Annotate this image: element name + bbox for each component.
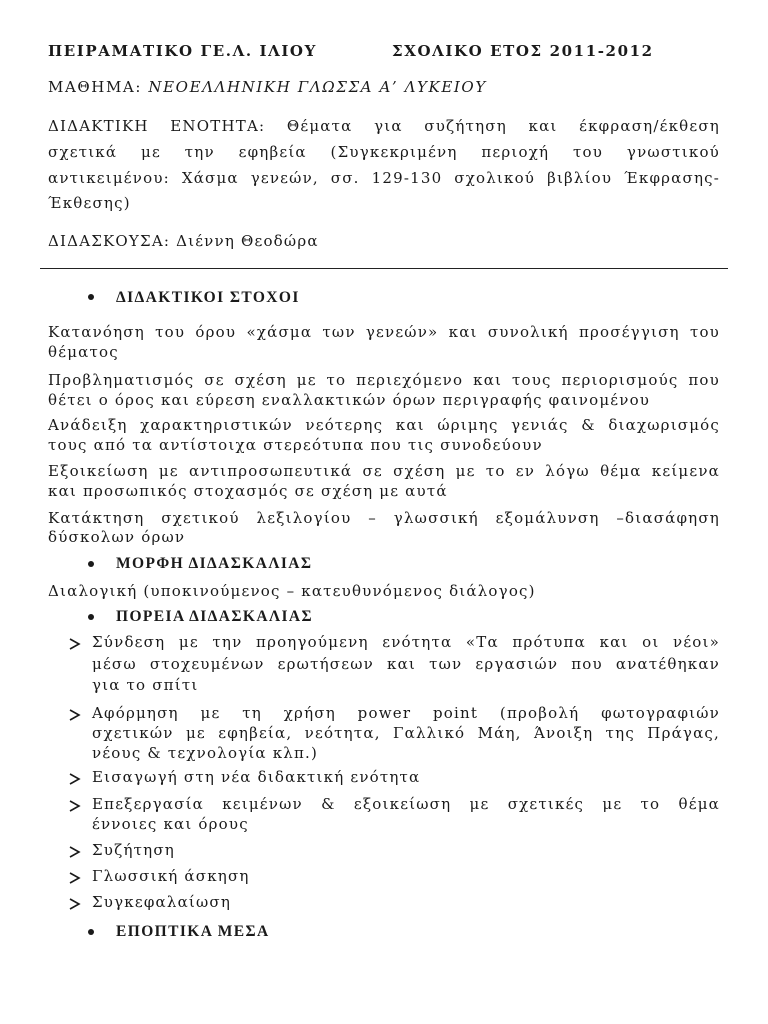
course-2-line-3: νέους & τεχνολογία κλπ.) — [92, 744, 319, 762]
form-heading: ΜΟΡΦΗ ΔΙΔΑΣΚΑΛΙΑΣ — [116, 555, 313, 572]
form-text: Διαλογική (υποκινούμενος – κατευθυνόμενος διάλογος) — [48, 582, 536, 600]
arrow-bullet-icon — [68, 845, 82, 859]
bullet-icon — [88, 561, 94, 567]
goal-1-line-2: θέματος — [48, 343, 119, 361]
subject-value: ΝΕΟΕΛΛΗΝΙΚΗ ΓΛΩΣΣΑ Α’ ΛΥΚΕΙΟΥ — [148, 78, 487, 96]
goal-5-line-2: δύσκολων όρων — [48, 528, 186, 546]
arrow-bullet-icon — [68, 871, 82, 885]
goal-4-line-2: και προσωπικός στοχασμός σε σχέση με αυτά — [48, 482, 448, 500]
goal-2-line-2: θέτει ο όρος και εύρεση εναλλακτικών όρων περιγραφής φαινομένου — [48, 391, 651, 409]
course-5-line-1: Συζήτηση — [92, 841, 175, 859]
goal-3-line-2: τους από τα αντίστοιχα στερεότυπα που τις συνοδεύουν — [48, 436, 543, 454]
goal-1-line-1: Κατανόηση του όρου «χάσμα των γενεών» και συνολική προσέγγιση του — [48, 323, 720, 341]
header-divider — [40, 268, 728, 269]
course-1-line-2: μέσω στοχευμένων ερωτήσεων και των εργασιών που ανατέθηκαν — [92, 655, 720, 673]
goal-5-line-1: Κατάκτηση σχετικού λεξιλογίου – γλωσσική εξομάλυνση –διασάφηση — [48, 509, 720, 527]
course-2-line-2: σχετικών με εφηβεία, νεότητα, Γαλλικό Μάη, Άνοιξη της Πράγας, — [92, 724, 720, 742]
arrow-bullet-icon — [68, 799, 82, 813]
school-name: ΠΕΙΡΑΜΑΤΙΚΟ ΓΕ.Λ. ΙΛΙΟΥ — [48, 42, 317, 60]
goal-2-line-1: Προβληματισμός σε σχέση με το περιεχόμενο και τους περιορισμούς που — [48, 371, 720, 389]
goals-heading: ΔΙΔΑΚΤΙΚΟΙ ΣΤΟΧΟΙ — [116, 289, 300, 306]
course-3-line-1: Εισαγωγή στη νέα διδακτική ενότητα — [92, 768, 421, 786]
subject-line — [48, 77, 720, 98]
arrow-bullet-icon — [68, 897, 82, 911]
goal-3-line-1: Ανάδειξη χαρακτηριστικών νεότερης και ώριμης γενιάς & διαχωρισμός — [48, 416, 720, 434]
bullet-icon — [88, 929, 94, 935]
course-7-line-1: Συγκεφαλαίωση — [92, 893, 232, 911]
course-4-line-2: έννοιες και όρους — [92, 815, 249, 833]
arrow-bullet-icon — [68, 772, 82, 786]
unit-line-1: ΔΙΔΑΚΤΙΚΗ ΕΝΟΤΗΤΑ: Θέματα για συζήτηση και έκφραση/έκθεση — [48, 117, 720, 135]
course-6-line-1: Γλωσσική άσκηση — [92, 867, 250, 885]
arrow-bullet-icon — [68, 637, 82, 651]
unit-line-4: Έκθεσης) — [48, 194, 131, 212]
course-2-line-1: Αφόρμηση με τη χρήση power point (προβολή φωτογραφιών — [92, 704, 720, 722]
course-4-line-1: Επεξεργασία κειμένων & εξοικείωση με σχετικές με το θέμα — [92, 795, 720, 813]
subject-label: ΜΑΘΗΜΑ: — [48, 78, 149, 96]
teacher-line: ΔΙΔΑΣΚΟΥΣΑ: Διέννη Θεοδώρα — [48, 232, 319, 250]
bullet-icon — [88, 294, 94, 300]
school-year: ΣΧΟΛΙΚΟ ΕΤΟΣ 2011-2012 — [392, 42, 654, 60]
bullet-icon — [88, 614, 94, 620]
course-heading: ΠΟΡΕΙΑ ΔΙΔΑΣΚΑΛΙΑΣ — [116, 608, 314, 625]
course-1-line-3: για το σπίτι — [92, 676, 199, 694]
goal-4-line-1: Εξοικείωση με αντιπροσωπευτικά σε σχέση με το εν λόγω θέμα κείμενα — [48, 462, 720, 480]
arrow-bullet-icon — [68, 708, 82, 722]
media-heading: ΕΠΟΠΤΙΚΑ ΜΕΣΑ — [116, 923, 270, 940]
unit-line-2: σχετικά με την εφηβεία (Συγκεκριμένη περιοχή του γνωστικού — [48, 143, 720, 161]
unit-line-3: αντικειμένου: Χάσμα γενεών, σσ. 129-130 σχολικού βιβλίου Έκφρασης- — [48, 169, 720, 187]
course-1-line-1: Σύνδεση με την προηγούμενη ενότητα «Τα πρότυπα και οι νέοι» — [92, 633, 720, 651]
